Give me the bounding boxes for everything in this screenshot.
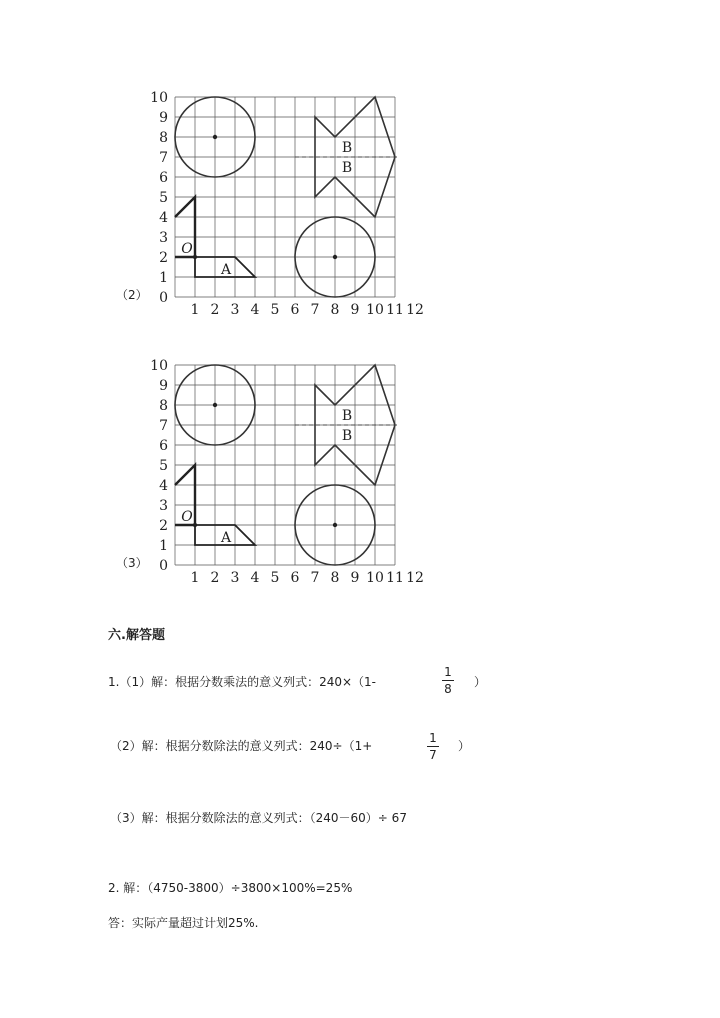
y-tick-label: 10 (150, 90, 168, 106)
q1-part1-close: ） (474, 675, 487, 689)
q1-part2-text: （2）解：根据分数除法的意义列式：240÷（1+ (110, 739, 373, 753)
x-tick-label: 11 (386, 302, 404, 318)
x-tick-label: 6 (290, 302, 300, 318)
x-tick-label: 7 (310, 570, 320, 586)
y-tick-label: 2 (159, 250, 168, 266)
x-tick-label: 2 (210, 570, 220, 586)
x-tick-label: 1 (190, 302, 200, 318)
fraction-numerator: 1 (429, 731, 437, 745)
grid-figure-2 (0, 88, 720, 328)
x-tick-label: 10 (366, 302, 384, 318)
y-tick-label: 3 (159, 498, 168, 514)
circle-center-dot (213, 135, 217, 139)
y-tick-label: 5 (159, 458, 168, 474)
grid-svg (0, 356, 720, 596)
y-tick-label: 4 (159, 478, 168, 494)
y-tick-label: 7 (159, 418, 168, 434)
q1-part1-text: 1.（1）解：根据分数乘法的意义列式：240×（1- (108, 675, 377, 689)
y-tick-label: 3 (159, 230, 168, 246)
x-tick-label: 8 (330, 570, 340, 586)
x-tick-label: 6 (290, 570, 300, 586)
x-tick-label: 12 (406, 570, 424, 586)
x-tick-label: 8 (330, 302, 340, 318)
shape-a-label: A (220, 530, 232, 546)
y-tick-label: 0 (159, 558, 168, 574)
q2-answer: 答：实际产量超过计划25%. (108, 916, 259, 930)
q1-part2-fraction (427, 731, 439, 762)
shape-b-label-upper: B (341, 140, 353, 156)
circle-center-dot (333, 255, 337, 259)
shape-b-label-lower: B (341, 428, 353, 444)
fraction-denominator: 8 (444, 682, 452, 696)
q1-part3-text: （3）解：根据分数除法的意义列式：（240－60）÷ 67 (110, 811, 407, 825)
x-tick-label: 5 (270, 302, 280, 318)
y-tick-label: 0 (159, 290, 168, 306)
point-o-dot (193, 523, 197, 527)
section-title: 六.解答题 (108, 628, 165, 643)
figure-label: （2） (116, 288, 148, 302)
grid-svg (0, 88, 720, 328)
q1-part2-close: ） (458, 739, 471, 753)
y-tick-label: 8 (159, 130, 168, 146)
x-tick-label: 2 (210, 302, 220, 318)
q2-text: 2. 解：（4750-3800）÷3800×100%=25% (108, 881, 353, 895)
q1-part1-fraction (442, 665, 454, 696)
point-o-label: O (181, 509, 193, 525)
circle-center-dot (333, 523, 337, 527)
x-tick-label: 1 (190, 570, 200, 586)
x-tick-label: 4 (250, 302, 260, 318)
y-tick-label: 8 (159, 398, 168, 414)
fraction-numerator: 1 (444, 665, 452, 679)
y-tick-label: 6 (159, 438, 168, 454)
x-tick-label: 7 (310, 302, 320, 318)
grid-figure-3 (0, 356, 720, 596)
y-tick-label: 9 (159, 110, 168, 126)
figure-label: （3） (116, 556, 148, 570)
circle-center-dot (213, 403, 217, 407)
y-tick-label: 10 (150, 358, 168, 374)
x-tick-label: 9 (350, 302, 360, 318)
x-tick-label: 9 (350, 570, 360, 586)
x-tick-label: 11 (386, 570, 404, 586)
x-tick-label: 5 (270, 570, 280, 586)
y-tick-label: 1 (159, 270, 168, 286)
point-o-dot (193, 255, 197, 259)
x-tick-label: 3 (230, 302, 240, 318)
x-tick-label: 12 (406, 302, 424, 318)
y-tick-label: 7 (159, 150, 168, 166)
shape-b-label-lower: B (341, 160, 353, 176)
y-tick-label: 6 (159, 170, 168, 186)
x-tick-label: 3 (230, 570, 240, 586)
y-tick-label: 2 (159, 518, 168, 534)
y-tick-label: 5 (159, 190, 168, 206)
x-tick-label: 4 (250, 570, 260, 586)
fraction-denominator: 7 (429, 748, 437, 762)
fraction-bar (442, 680, 454, 681)
point-o-label: O (181, 241, 193, 257)
shape-a-label: A (220, 262, 232, 278)
shape-b-label-upper: B (341, 408, 353, 424)
x-tick-label: 10 (366, 570, 384, 586)
y-tick-label: 1 (159, 538, 168, 554)
fraction-bar (427, 746, 439, 747)
y-tick-label: 9 (159, 378, 168, 394)
y-tick-label: 4 (159, 210, 168, 226)
